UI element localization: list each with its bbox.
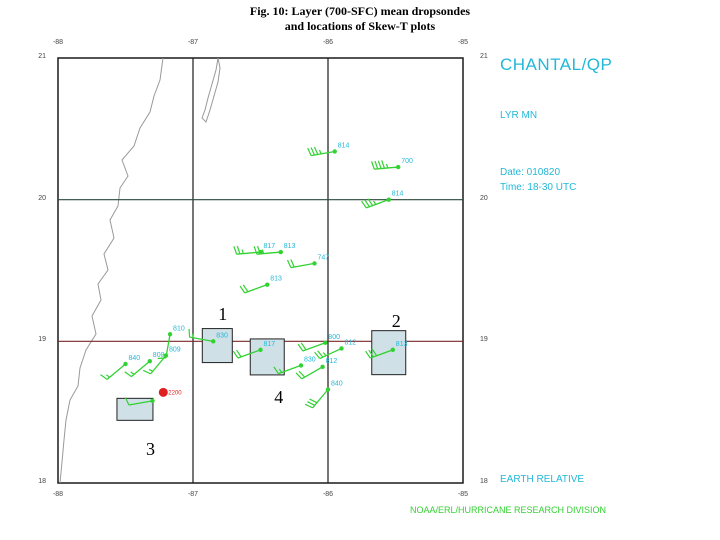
skewt-box-2 — [372, 331, 406, 375]
dropsonde-id: 830 — [216, 332, 228, 340]
dropsonde-id: 814 — [391, 190, 404, 198]
dropsonde-barb — [288, 254, 330, 267]
tick-label: 20 — [480, 194, 488, 202]
skewt-boxes — [117, 329, 406, 421]
dropsonde-id: 817 — [263, 340, 276, 348]
dropsonde-id: 812 — [344, 339, 357, 347]
dropsonde-barb — [315, 339, 357, 358]
dropsonde-id: 700 — [401, 158, 413, 166]
tick-label: 18 — [480, 478, 488, 485]
dropsonde-id: 812 — [325, 357, 338, 365]
layer-label: LYR MN — [500, 110, 538, 121]
dropsonde-barb — [240, 276, 282, 293]
tick-label: 20 — [38, 194, 46, 202]
dropsonde-id: 840 — [128, 355, 141, 362]
dropsonde-id: 813 — [395, 340, 408, 348]
tick-label: -87 — [187, 39, 199, 46]
skewt-box-number: 2 — [391, 310, 401, 331]
storm-center-dot — [159, 388, 168, 397]
dropsonde-barb — [308, 143, 350, 156]
time-label: Time: 18-30 UTC — [500, 182, 577, 193]
caption-line-2: and locations of Skew-T plots — [284, 19, 436, 33]
dropsonde-barb — [305, 381, 343, 408]
date-label: Date: 010820 — [500, 167, 561, 178]
tick-label: 21 — [480, 53, 488, 60]
tick-label: 19 — [480, 336, 488, 344]
dropsonde-barb — [372, 158, 413, 169]
skewt-box-number: 3 — [145, 439, 155, 460]
credit-label: NOAA/ERL/HURRICANE RESEARCH DIVISION — [410, 505, 607, 515]
tick-label: -87 — [187, 491, 199, 498]
tick-label: 19 — [38, 336, 46, 344]
tick-label: -85 — [457, 39, 469, 46]
dropsonde-barb — [298, 334, 340, 351]
dropsonde-id: 840 — [331, 380, 343, 388]
storm-name: CHANTAL/QP — [500, 55, 613, 74]
coastline-island — [202, 58, 220, 122]
tick-label: 18 — [38, 478, 46, 485]
tick-label: 21 — [38, 53, 46, 60]
dropsonde-barb — [296, 358, 337, 379]
tick-label: -88 — [52, 491, 64, 498]
tick-label: -86 — [322, 491, 334, 498]
dropsonde-id: 747 — [317, 254, 330, 262]
dropsonde-barb — [100, 355, 140, 379]
dropsonde-id: 813 — [283, 243, 296, 251]
tick-label: -88 — [52, 39, 64, 46]
dropsonde-id: 800 — [152, 352, 165, 360]
dropsonde-id: 800 — [328, 333, 340, 341]
storm-center-label: 2200 — [168, 390, 182, 397]
tick-label: -85 — [457, 491, 469, 498]
dropsonde-id: 817 — [263, 243, 276, 251]
dropsonde-id: 813 — [270, 275, 282, 283]
skewt-box-number: 1 — [218, 303, 228, 324]
caption-line-1: Fig. 10: Layer (700-SFC) mean dropsondes — [249, 4, 471, 18]
dropsonde-id: 830 — [304, 356, 316, 364]
storm-center-marker — [159, 388, 183, 397]
dropsonde-id: 809 — [169, 346, 181, 354]
dropsonde-id: 810 — [173, 325, 185, 333]
tick-label: -86 — [322, 39, 334, 46]
skewt-box-number: 4 — [274, 386, 284, 407]
dropsonde-id: 814 — [337, 142, 350, 150]
frame-label: EARTH RELATIVE — [500, 474, 585, 485]
